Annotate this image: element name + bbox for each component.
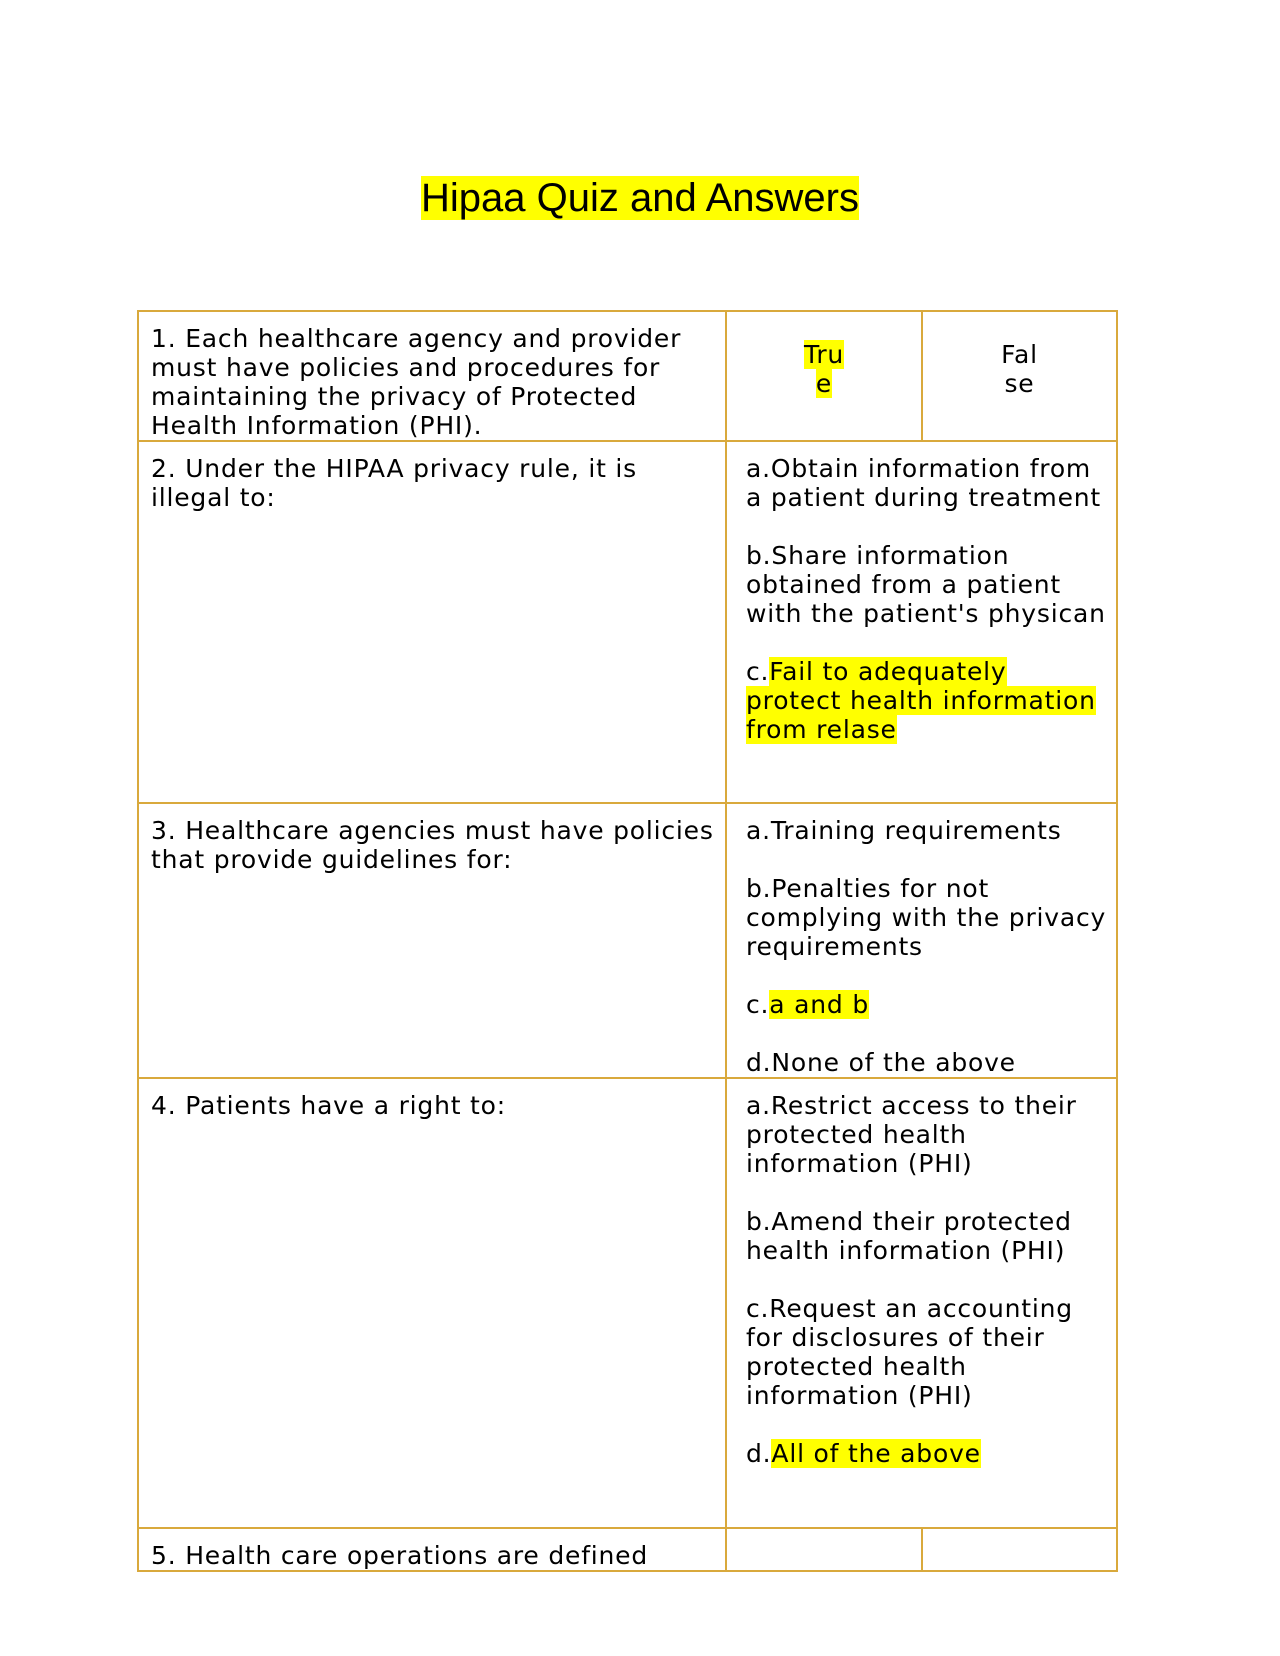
true-cell xyxy=(726,311,922,441)
quiz-row-1 xyxy=(138,311,1117,441)
question-1-cell xyxy=(138,311,726,441)
answer-5-cell-left xyxy=(726,1528,922,1571)
q4-option-d xyxy=(739,1439,1108,1468)
q2-option-b: b.Share information obtained from a patient with the patient's physican xyxy=(746,541,1106,628)
q2-option-c-prefix: c. xyxy=(746,657,770,686)
question-4-cell xyxy=(138,1078,726,1528)
true-answer-part-1: Tru xyxy=(803,340,845,369)
answers-3-cell xyxy=(726,803,1117,1078)
question-2-text: 2. Under the HIPAA privacy rule, it is illegal to: xyxy=(151,454,637,512)
quiz-table xyxy=(137,310,1118,1572)
q2-option-c-answer: Fail to adequately protect health information from relase xyxy=(746,657,1096,744)
quiz-row-2 xyxy=(138,441,1117,803)
q3-option-c xyxy=(739,990,1108,1019)
false-cell xyxy=(922,311,1117,441)
false-answer-part-2: se xyxy=(1004,369,1035,398)
q2-option-c xyxy=(739,657,1108,744)
document-title xyxy=(0,170,1280,226)
q3-option-d: d.None of the above xyxy=(746,1048,1016,1077)
q4-option-c: c.Request an accounting for disclosures of their protected health information (PHI) xyxy=(746,1294,1073,1410)
document-title-text: Hipaa Quiz and Answers xyxy=(420,176,859,220)
q3-option-c-answer: a and b xyxy=(769,990,870,1019)
q4-option-b: b.Amend their protected health information (PHI) xyxy=(746,1207,1072,1265)
q4-option-d-answer: All of the above xyxy=(771,1439,981,1468)
q4-option-a: a.Restrict access to their protected health information (PHI) xyxy=(746,1091,1077,1178)
question-3-cell xyxy=(138,803,726,1078)
false-answer-part-1: Fal xyxy=(1001,340,1038,369)
q3-option-a: a.Training requirements xyxy=(746,816,1062,845)
answers-2-cell xyxy=(726,441,1117,803)
question-2-cell xyxy=(138,441,726,803)
q3-option-c-prefix: c. xyxy=(746,990,770,1019)
q3-option-b: b.Penalties for not complying with the privacy requirements xyxy=(746,874,1107,961)
true-answer-part-2: e xyxy=(815,369,833,398)
answer-5-cell-right xyxy=(922,1528,1117,1571)
question-3-text: 3. Healthcare agencies must have policies that provide guidelines for: xyxy=(151,816,714,874)
q2-option-a: a.Obtain information from a patient during treatment xyxy=(746,454,1101,512)
quiz-row-5 xyxy=(138,1528,1117,1571)
question-5-text: 5. Health care operations are defined xyxy=(151,1541,649,1570)
answers-4-cell xyxy=(726,1078,1117,1528)
question-4-text: 4. Patients have a right to: xyxy=(151,1091,506,1120)
question-5-cell xyxy=(138,1528,726,1571)
quiz-row-3 xyxy=(138,803,1117,1078)
quiz-row-4 xyxy=(138,1078,1117,1528)
question-1-text: 1. Each healthcare agency and provider must have policies and procedures for maintaining the privacy of Protected Health Information (PHI). xyxy=(151,324,682,440)
q4-option-d-prefix: d. xyxy=(746,1439,772,1468)
